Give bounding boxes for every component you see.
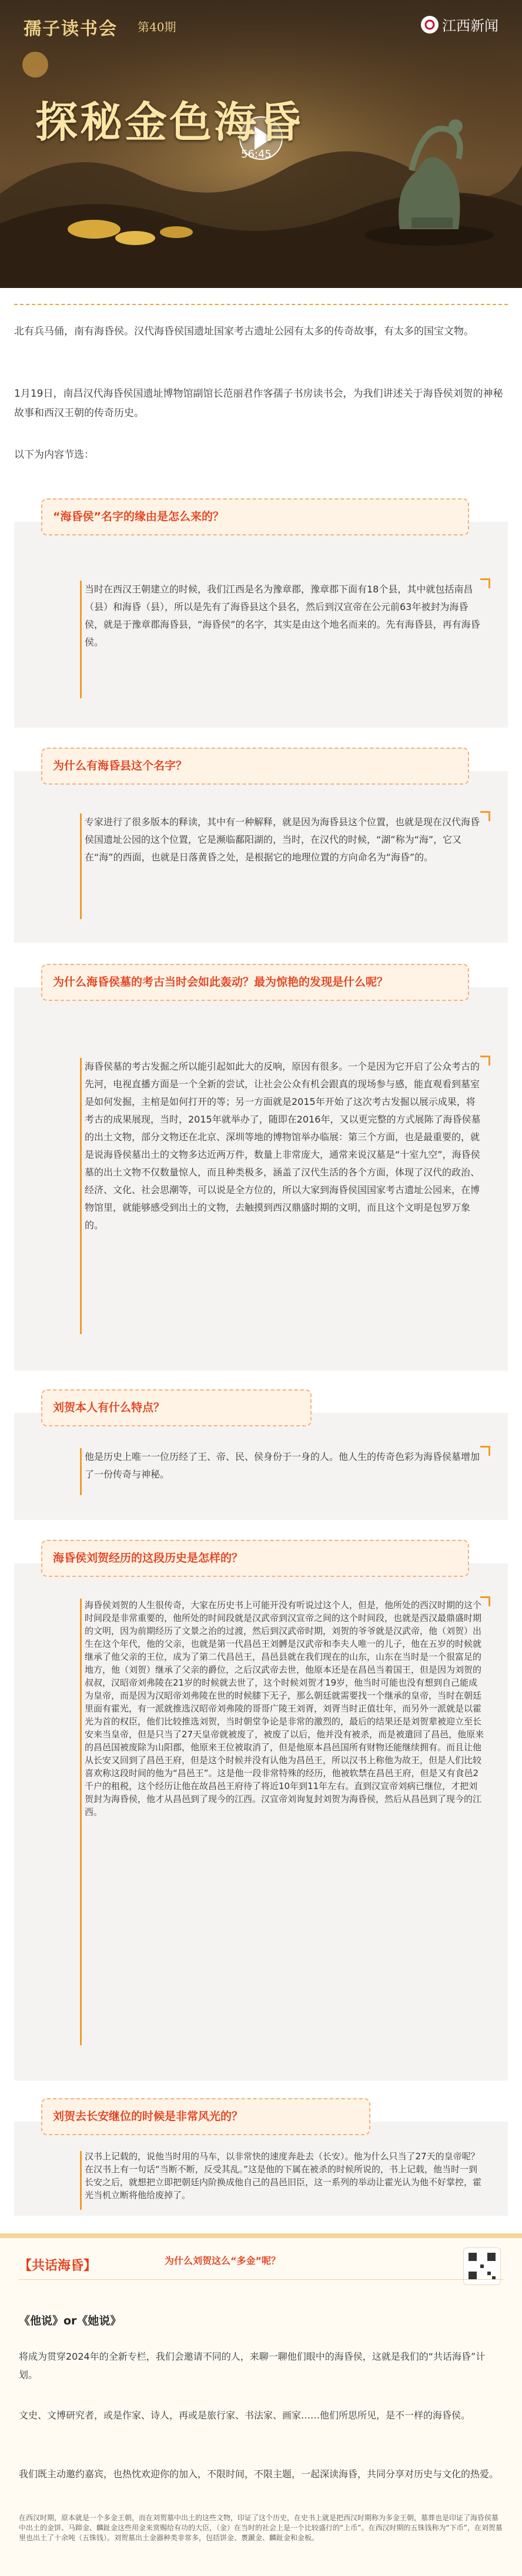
footer-paragraph: 我们既主动邀约嘉宾，也热忱欢迎你的加入，不限时间，不限主题，一起深读海昏，共同分享对历史与文化的热爱。 bbox=[19, 2468, 499, 2480]
question-box: 为什么刘贺这么“多金”呢？ bbox=[165, 2255, 281, 2266]
footer-subtitle: 《他说》or《她说》 bbox=[19, 2314, 122, 2327]
episode-label: 第40期 bbox=[138, 20, 176, 34]
answer-text: 专家进行了很多版本的释读，其中有一种解释，就是因为海昏县这个位置，也就是现在汉代海昏侯国遗址公园的这个位置，它是濒临鄱阳湖的，当时，在汉代的时候，“湖”称为“海”，它又在“海”的西面，也就是日落黄昏之处，是根据它的地理位置的方向命名为“海昏”的。 bbox=[85, 816, 480, 863]
qa-card bbox=[14, 748, 508, 943]
intro-paragraph: 以下为内容节选： bbox=[14, 449, 94, 461]
hero-title: 探秘金色海昏 bbox=[35, 97, 304, 147]
footer-divider bbox=[19, 2279, 503, 2280]
question-box: “海昏侯”名字的缘由是怎么来的？ bbox=[41, 498, 469, 535]
intro-paragraph: 1月19日，南昌汉代海昏侯国遗址博物馆副馆长范丽君作客孺子书房读书会，为我们讲述关于海昏侯刘贺的神秘故事和西汉王朝的传奇历史。 bbox=[14, 388, 503, 419]
footer-paragraph: 将成为贯穿2024年的全新专栏，我们会邀请不同的人，来聊一聊他们眼中的海昏侯，这就是我们的“共话海昏”计划。 bbox=[19, 2351, 486, 2380]
hero-banner[interactable] bbox=[0, 0, 522, 288]
qa-card bbox=[14, 964, 508, 1371]
series-title: 孺子读书会 bbox=[24, 19, 118, 39]
section-divider bbox=[14, 304, 508, 305]
answer-accent-bar bbox=[80, 2151, 82, 2210]
answer-accent-bar bbox=[80, 1448, 82, 1495]
answer-accent-bar bbox=[80, 1599, 82, 2045]
brand bbox=[421, 14, 498, 35]
brand-logo-icon bbox=[421, 16, 439, 34]
footer-section bbox=[0, 2233, 522, 2576]
intro-paragraph: 北有兵马俑，南有海昏侯。汉代海昏侯国遗址国家考古遗址公园有太多的传奇故事，有太多的国宝文物。 bbox=[14, 326, 474, 337]
answer-text: 当时在西汉王朝建立的时候，我们江西是名为豫章郡，豫章郡下面有18个县，其中就包括南昌（县）和海昏（县），所以是先有了海昏县这个县名，然后到汉宣帝在公元前63年被封为海昏侯，就是于豫章郡海昏县，“海昏侯”的名字，其实是由这个地名而来的。先有海昏县，再有海昏侯。 bbox=[85, 584, 480, 648]
question-box: 海昏侯刘贺经历的这段历史是怎样的？ bbox=[41, 1540, 469, 1577]
question-box: 刘贺去长安继位的时候是非常风光的？ bbox=[41, 2098, 370, 2135]
video-duration: 56:45 bbox=[241, 148, 272, 160]
qa-card bbox=[14, 1389, 508, 1520]
brand-name: 江西新闻 bbox=[442, 18, 498, 34]
question-box: 为什么海昏侯墓的考古当时会如此轰动？最为惊艳的发现是什么呢？ bbox=[41, 964, 469, 1001]
question-box: 为什么有海昏县这个名字？ bbox=[41, 748, 469, 785]
answer-text: 汉书上记载的，说他当时用的马车，以非常快的速度奔赴去（长安）。他为什么只当了27天的皇帝呢？在汉书上有一句话“当断不断，反受其乱。”这是他的下属在被杀的时候所说的，书上记载，他当时一到长安之后，就想把立即把朝廷内阶换成他自己的昌邑旧臣，这一系列的举动让霍光认为他不好掌控，霍光当机立断将他给废掉了。 bbox=[85, 2151, 482, 2200]
answer-text: 海昏侯墓的考古发掘之所以能引起如此大的反响，原因有很多。一个是因为它开启了公众考古的先河，电视直播方面是一个全新的尝试，让社会公众有机会跟真的现场参与感，能直观看到墓室是如何发掘，主棺是如何打开的等；另一方面就是2015年开始了这次考古发掘以展示成果，将考古的成果展现，当时，2015年就举办了，随即在2016年，又以更完整的方式展陈了海昏侯墓的出土文物，部分文物还在北京、深圳等地的博物馆举办临展：第三个方面，也是最重要的，就是说海昏侯墓出土的文物多达近两万件，数量上非常庞大，通常来说汉墓是“十室九空”，海昏侯墓的出土文物不仅数量惊人，而且种类极多，涵盖了汉代生活的各个方面，体现了汉代的政治、经济、文化、社会思潮等，可以说是全方位的，所以大家到海昏侯国国家考古遗址公园来，在博物馆里，就能够感受到出土的文物，去触摸到西汉鼎盛时期的文明，而且这个文明是包罗万象的。 bbox=[85, 1061, 481, 1231]
qa-card bbox=[14, 1540, 508, 2081]
answer-text: 在西汉时期，原本就是一个多金王朝，而在刘贺墓中出土的这些文物，印证了这个历史，在史书上就是把西汉时期称为多金王朝，墓葬也是印证了海昏侯墓中出土的金饼、马蹄金、麟趾金这些用金来赏赐给有功的大臣，（金）在当时的社会上是一个比较盛行的“上币”。在西汉时期的五铢钱称为“下币”，在刘贺墓里也出土了十余吨（五铢钱）。刘贺墓出土金器种类非常多，包括饼金、褭蹏金、麟趾金和金板。 bbox=[19, 2514, 503, 2542]
answer-text: 他是历史上唯一一位历经了王、帝、民、侯身份于一身的人。他人生的传奇色彩为海昏侯墓增加了一份传奇与神秘。 bbox=[85, 1451, 480, 1480]
question-box: 刘贺本人有什么特点？ bbox=[41, 1389, 312, 1426]
qa-card bbox=[14, 2098, 508, 2216]
footer-paragraph: 文史、文博研究者，或是作家、诗人，再或是旅行家、书法家、画家……他们所思所见，是不一样的海昏侯。 bbox=[19, 2410, 471, 2421]
answer-accent-bar bbox=[80, 581, 82, 698]
answer-accent-bar bbox=[80, 1058, 82, 1334]
answer-text: 海昏侯刘贺的人生很传奇，大家在历史书上可能开没有听说过这个人，但是，他所处的西汉时期的这个时间段是非常重要的，他所处的时间段就是汉武帝到汉宣帝之间的这个时间段，也就是西汉最鼎盛时期的文明，因为前期经历了文景之治的过渡，然后到汉武帝时期，刘贺的爷爷就是汉武帝，他（刘贺）出生在这个年代，他的父亲，也就是第一代昌邑王刘髆是汉武帝和李夫人唯一的儿子，他在五岁的时候就继承了他父亲的王位，成为了第二代昌邑王，昌邑县就在我们现在的山东，山东在当时是一个很富足的地方，他（刘贺）继承了父亲的爵位，之后汉武帝去世，他原本还是在昌邑当着国王，但是因为刘贺的叔叔，汉昭帝刘弗陵在21岁的时候就去世了，这个时候刘贺才19岁，他当时可能也没有想到自己能成为皇帝，而是因为汉昭帝刘弗陵在世的时候膝下无子，那么朝廷就需要找一个继承的皇帝，当时在朝廷里面有霍光，有一派就推选汉昭帝刘弗陵的哥哥广陵王刘胥，刘胥当时正值壮年，而另外一派就是以霍光为首的权臣，他们比较推选刘贺，当时朝堂争论是非常的激烈的，最后的结果还是刘贺辈被迎立至长安来当皇帝，但是只当了27天皇帝就被废了，被废了以后，他并没有被杀，而是被遣回了昌邑，他原来的昌邑国被废除为山阳郡，他原来王位被取消了，但是他原本昌邑国所有财物还能继续拥有。而且让他从长安又回到了昌邑王府，但是这个时候并没有认他为昌邑王，所以汉书上称他为故王，但是人们比较喜欢称这段时间的他为“昌邑王”。这是他一段非常特殊的经历，他被软禁在昌邑王府，但是又有食邑2千户的租税，这个经历让他在故昌邑王府待了将近10年到11年左右。直到汉宣帝刘病已继位，才把刘贺封为海昏侯，他才从昌邑到了现今的江西。汉宣帝刘询复封刘贺为海昏侯，然后从昌邑到了现今的江西。 bbox=[85, 1600, 484, 1817]
qa-card bbox=[14, 498, 508, 728]
answer-accent-bar bbox=[80, 813, 82, 919]
footer-tag: 【共话海昏】 bbox=[19, 2259, 97, 2273]
